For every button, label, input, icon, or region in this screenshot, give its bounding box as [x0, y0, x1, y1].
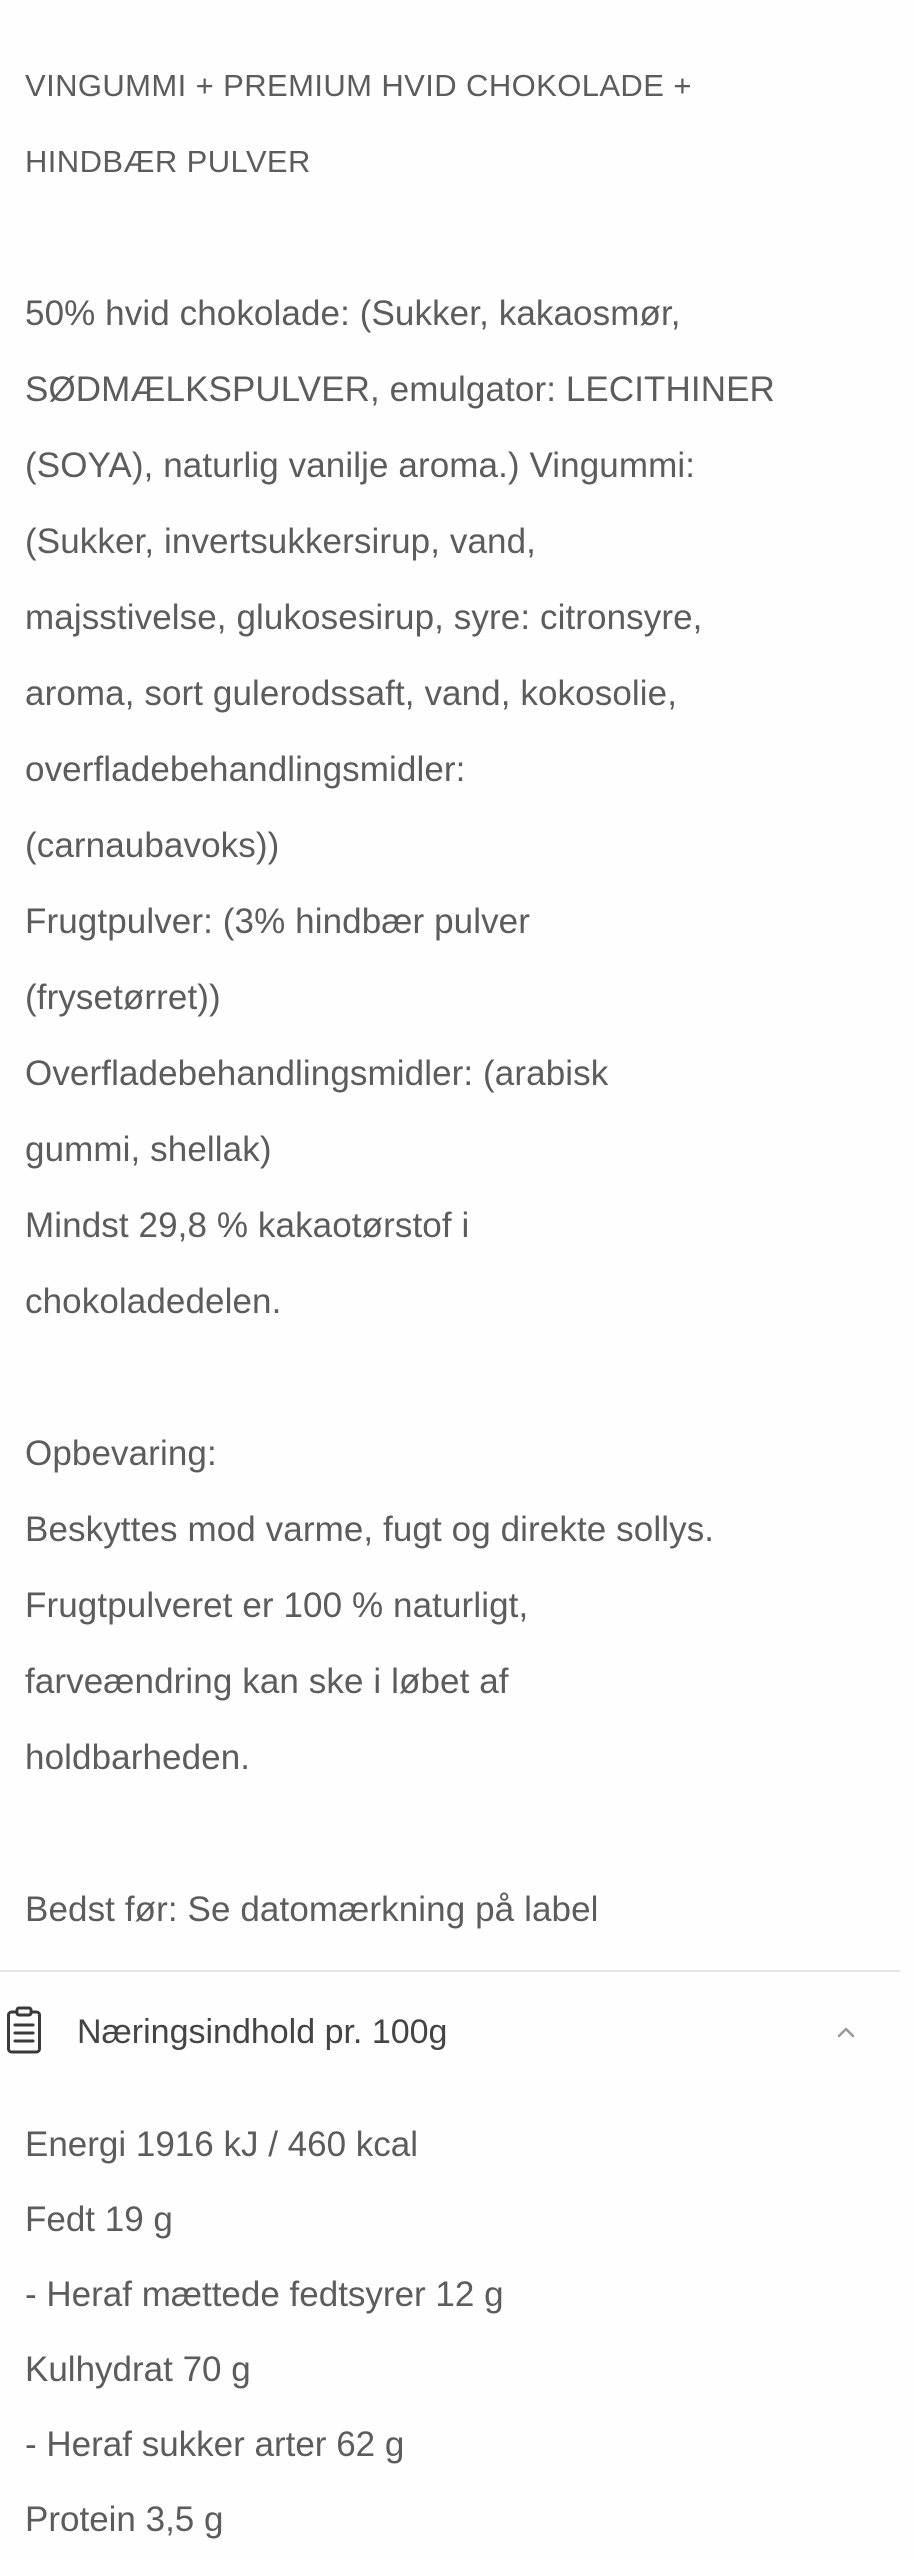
ingredients-line: Overfladebehandlingsmidler: (arabisk — [25, 1054, 609, 1093]
product-heading-line-1: VINGUMMI + PREMIUM HVID CHOKOLADE + — [25, 68, 692, 103]
ingredients-line: 50% hvid chokolade: (Sukker, kakaosmør, — [25, 294, 681, 333]
ingredients-line: (Sukker, invertsukkersirup, vand, — [25, 522, 537, 561]
ingredients-line: Frugtpulver: (3% hindbær pulver — [25, 902, 530, 941]
ingredients-line: (SOYA), naturlig vanilje aroma.) Vingummi: — [25, 446, 696, 485]
document-list-icon — [6, 2006, 42, 2054]
nutrition-title: Næringsindhold pr. 100g — [77, 2013, 448, 2051]
spacer — [25, 200, 885, 276]
storage-line: holdbarheden. — [25, 1738, 251, 1777]
ingredients-line: aroma, sort gulerodssaft, vand, kokosolie, — [25, 674, 678, 713]
ingredients-line: gummi, shellak) — [25, 1130, 272, 1169]
nutrition-item: - Heraf mættede fedtsyrer 12 g — [25, 2275, 504, 2314]
nutrition-item: Energi 1916 kJ / 460 kcal — [25, 2125, 419, 2164]
section-divider — [0, 1970, 900, 1972]
chevron-up-icon[interactable] — [830, 2016, 862, 2048]
nutrition-item: - Heraf sukker arter 62 g — [25, 2425, 405, 2464]
storage-line: Beskyttes mod varme, fugt og direkte sollys. — [25, 1510, 715, 1549]
spacer — [25, 1340, 885, 1416]
ingredients-line: overfladebehandlingsmidler: — [25, 750, 466, 789]
ingredients-line: (frysetørret)) — [25, 978, 221, 1017]
nutrition-accordion-header[interactable] — [0, 1990, 900, 2074]
ingredients-line: SØDMÆLKSPULVER, emulgator: LECITHINER — [25, 370, 775, 409]
nutrition-item: Fedt 19 g — [25, 2200, 173, 2239]
ingredients-section — [25, 48, 885, 1948]
spacer — [25, 1796, 885, 1872]
product-heading-line-2: HINDBÆR PULVER — [25, 144, 311, 179]
storage-line: farveændring kan ske i løbet af — [25, 1662, 509, 1701]
best-before-text: Bedst før: Se datomærkning på label — [25, 1890, 599, 1929]
ingredients-line: (carnaubavoks)) — [25, 826, 280, 865]
ingredients-line: chokoladedelen. — [25, 1282, 282, 1321]
ingredients-line: majsstivelse, glukosesirup, syre: citronsyre, — [25, 598, 703, 637]
storage-line: Frugtpulveret er 100 % naturligt, — [25, 1586, 529, 1625]
nutrition-item: Kulhydrat 70 g — [25, 2350, 251, 2389]
nutrition-list — [25, 2107, 885, 2557]
storage-label: Opbevaring: — [25, 1434, 217, 1473]
nutrition-item: Protein 3,5 g — [25, 2500, 224, 2539]
ingredients-line: Mindst 29,8 % kakaotørstof i — [25, 1206, 470, 1245]
